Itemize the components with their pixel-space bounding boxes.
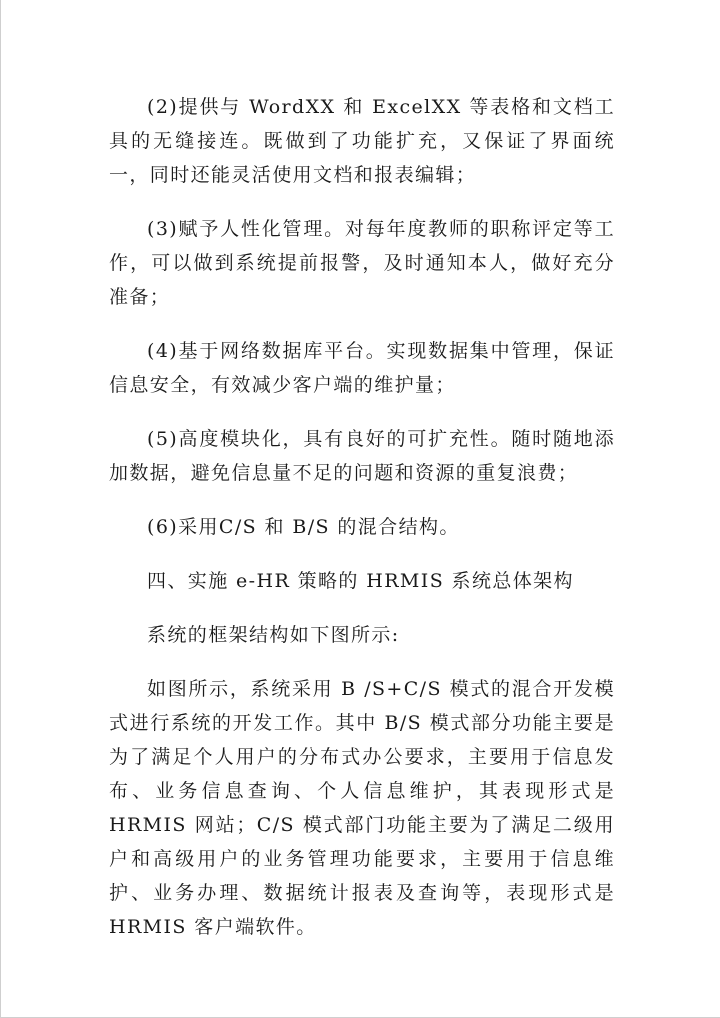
section-heading: 四、实施 e-HR 策略的 HRMIS 系统总体架构	[147, 570, 574, 592]
paragraph-item-3: (3)赋予人性化管理。对每年度教师的职称评定等工作，可以做到系统提前报警，及时通知本人，做好充分准备；	[109, 218, 615, 308]
figure-intro: 系统的框架结构如下图所示:	[147, 624, 400, 646]
paragraph-item-2: (2)提供与 WordXX 和 ExcelXX 等表格和文档工具的无缝接连。既做到了功能扩充，又保证了界面统一，同时还能灵活使用文档和报表编辑；	[109, 96, 615, 186]
architecture-description: 如图所示，系统采用 B /S+C/S 模式的混合开发模式进行系统的开发工作。其中 B/S 模式部分功能主要是为了满足个人用户的分布式办公要求，主要用于信息发布、业务信息查询、个人信息维护，其表现形式是 HRMIS 网站；C/S 模式部门功能主要为了满足二级用户和高级用户的业务管理功能要求，主要用于信息维护、业务办理、数据统计报表及查询等，表现形式是 HRMIS 客户端软件。	[109, 678, 615, 938]
paragraph-item-6: (6)采用C/S 和 B/S 的混合结构。	[147, 516, 460, 538]
document-body	[109, 90, 615, 944]
paragraph-item-4: (4)基于网络数据库平台。实现数据集中管理，保证信息安全，有效减少客户端的维护量；	[109, 340, 615, 396]
paragraph-item-5: (5)高度模块化，具有良好的可扩充性。随时随地添加数据，避免信息量不足的问题和资源的重复浪费；	[109, 428, 615, 484]
